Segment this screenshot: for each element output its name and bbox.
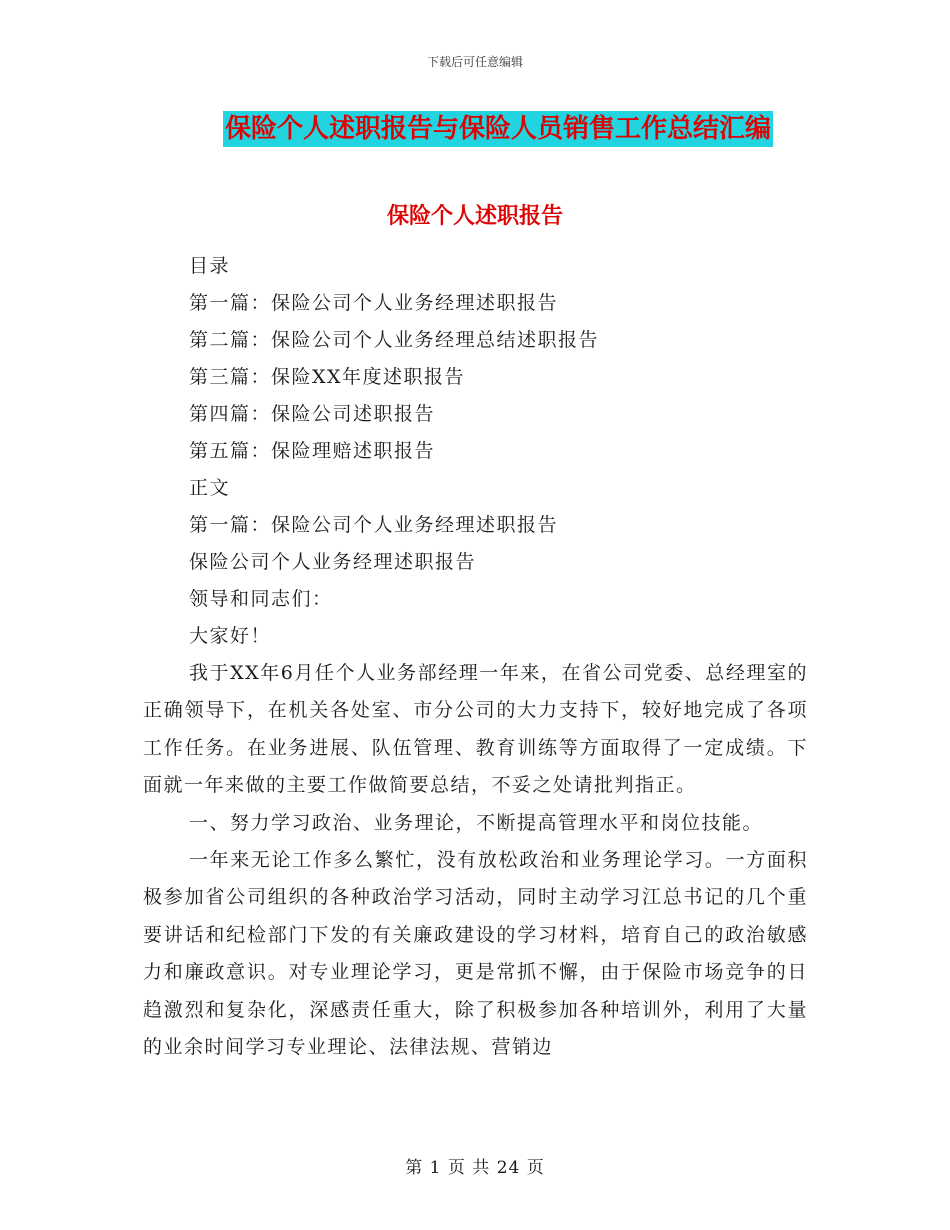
toc-block — [143, 248, 808, 655]
toc-item: 第二篇：保险公司个人业务经理总结述职报告 — [189, 329, 600, 351]
chapter-title: 第一篇：保险公司个人业务经理述职报告 — [189, 514, 559, 536]
salutation: 领导和同志们： — [189, 588, 333, 610]
section-title: 保险个人述职报告 — [386, 203, 563, 229]
greeting: 大家好！ — [189, 625, 272, 647]
toc-item: 第四篇：保险公司述职报告 — [189, 403, 436, 425]
toc-item: 第一篇：保险公司个人业务经理述职报告 — [189, 292, 559, 314]
paragraph: 一、努力学习政治、业务理论，不断提高管理水平和岗位技能。 — [189, 811, 764, 834]
toc-item: 第三篇：保险XX年度述职报告 — [189, 366, 466, 388]
toc-heading: 目录 — [189, 255, 231, 277]
report-title: 保险公司个人业务经理述职报告 — [189, 551, 477, 573]
document-title-wrap — [0, 111, 950, 147]
body-text — [143, 655, 808, 1066]
page-footer: 第 1 页 共 24 页 — [405, 1158, 545, 1178]
paragraph: 一年来无论工作多么繁忙，没有放松政治和业务理论学习。一方面积极参加省公司组织的各种政治学习活动，同时主动学习江总书记的几个重要讲话和纪检部门下发的有关廉政建设的学习材料，培育自己的政治敏感力和廉政意识。对专业理论学习，更是常抓不懈，由于保险市场竞争的日趋激烈和复杂化，深感责任重大，除了积极参加各种培训外，利用了大量的业余时间学习专业理论、法律法规、营销边 — [143, 849, 808, 1059]
paragraph: 我于XX年6月任个人业务部经理一年来，在省公司党委、总经理室的正确领导下，在机关各处室、市分公司的大力支持下，较好地完成了各项工作任务。在业务进展、队伍管理、教育训练等方面取得了一定成绩。下面就一年来做的主要工作做简要总结，不妥之处请批判指正。 — [143, 662, 808, 797]
body-heading: 正文 — [189, 477, 231, 499]
header-note: 下载后可任意编辑 — [426, 55, 523, 69]
toc-item: 第五篇：保险理赔述职报告 — [189, 440, 436, 462]
document-title: 保险个人述职报告与保险人员销售工作总结汇编 — [223, 111, 773, 147]
